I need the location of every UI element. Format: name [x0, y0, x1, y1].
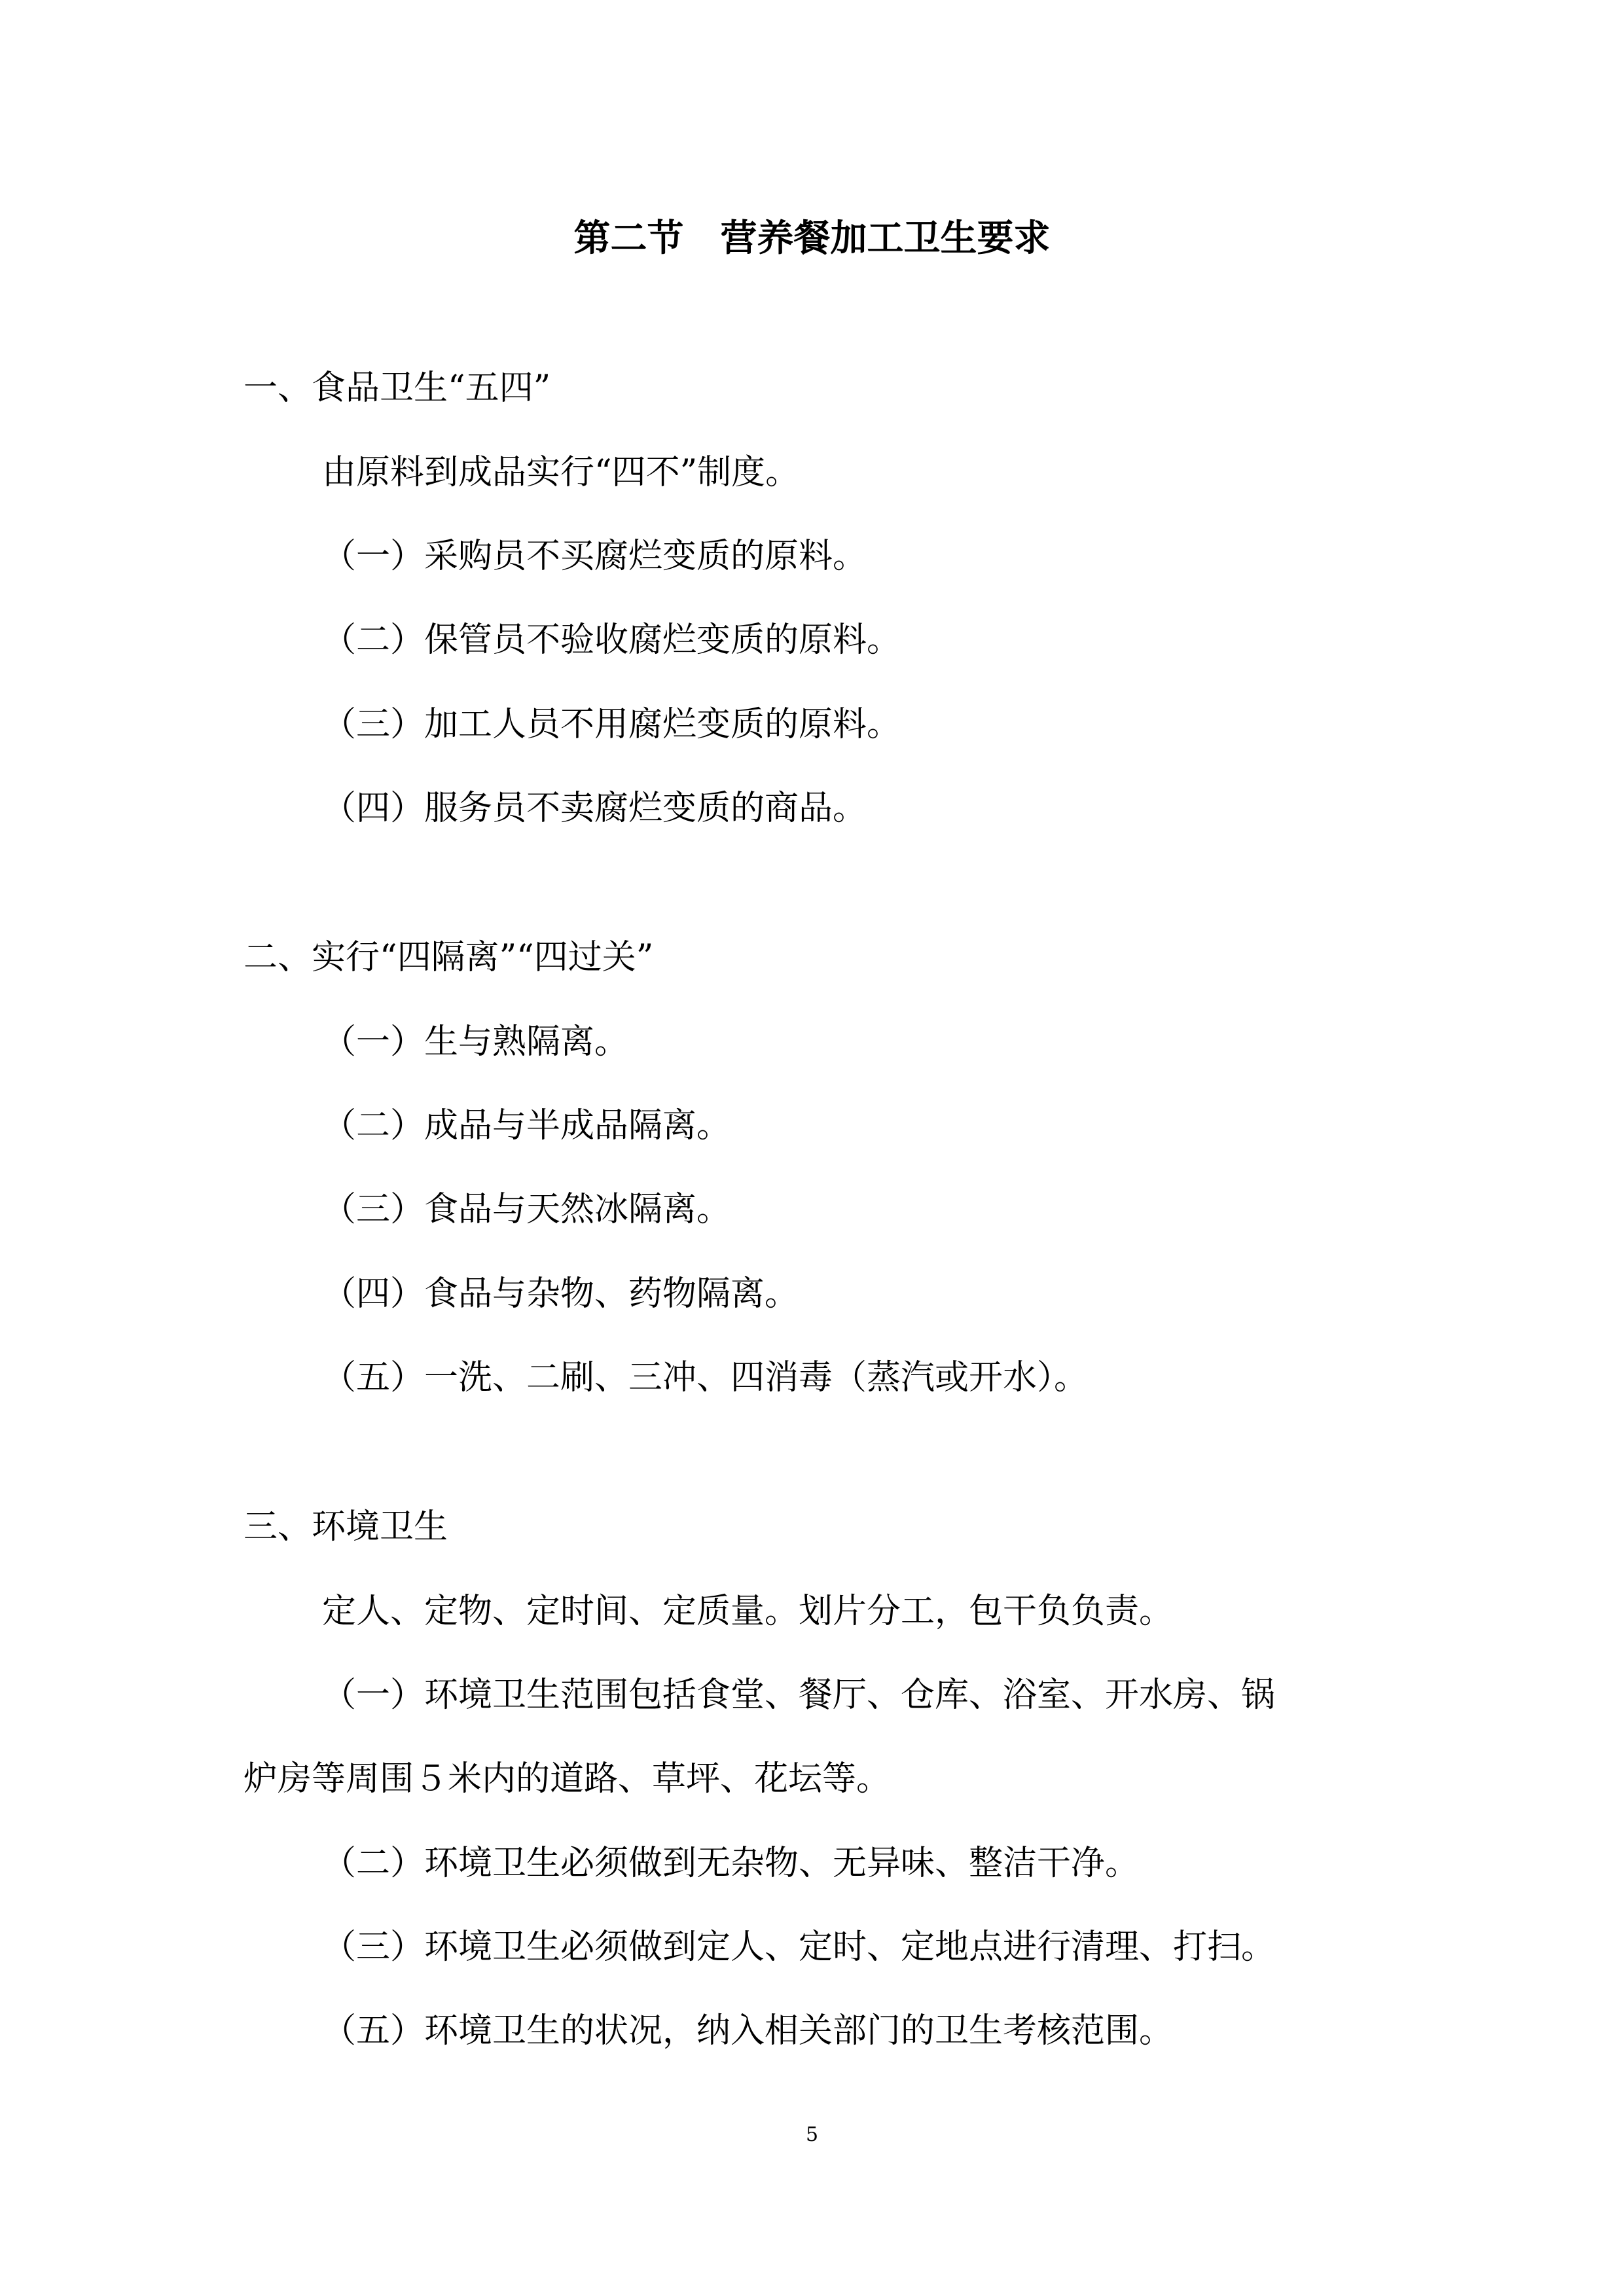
section-2-heading: 二、实行“四隔离”“四过关” — [244, 938, 654, 977]
section-3-paragraph-2-continued: 炉房等周围５米内的道路、草坪、花坛等。 — [244, 1759, 891, 1799]
page-title: 第二节 营养餐加工卫生要求 — [573, 217, 1051, 260]
section-1-heading: 一、食品卫生“五四” — [244, 368, 551, 408]
section-1-paragraph-1: 由原料到成品实行“四不”制度。 — [322, 453, 800, 492]
section-3-paragraph-1: 定人、定物、定时间、定质量。划片分工，包干负负责。 — [322, 1592, 1174, 1631]
section-1-paragraph-4: （三）加工人员不用腐烂变质的原料。 — [322, 705, 901, 744]
section-2-paragraph-2: （二）成品与半成品隔离。 — [322, 1106, 731, 1145]
page-number: 5 — [805, 2123, 819, 2146]
section-1-paragraph-5: （四）服务员不卖腐烂变质的商品。 — [322, 789, 867, 828]
section-3-heading: 三、环境卫生 — [244, 1507, 448, 1547]
section-2-paragraph-3: （三）食品与天然冰隔离。 — [322, 1190, 731, 1229]
section-2-paragraph-5: （五）一洗、二刷、三冲、四消毒（蒸汽或开水）。 — [322, 1358, 1089, 1397]
section-3-paragraph-3: （二）环境卫生必须做到无杂物、无异味、整洁干净。 — [322, 1844, 1140, 1883]
section-3-paragraph-2: （一）环境卫生范围包括食堂、餐厅、仓库、浴室、开水房、锅 — [322, 1676, 1276, 1715]
section-1-paragraph-3: （二）保管员不验收腐烂变质的原料。 — [322, 620, 901, 660]
section-3-paragraph-5: （五）环境卫生的状况，纳入相关部门的卫生考核范围。 — [322, 2011, 1174, 2051]
section-2-paragraph-4: （四）食品与杂物、药物隔离。 — [322, 1274, 799, 1314]
section-3-paragraph-4: （三）环境卫生必须做到定人、定时、定地点进行清理、打扫。 — [322, 1928, 1276, 1967]
section-1-paragraph-2: （一）采购员不买腐烂变质的原料。 — [322, 537, 867, 576]
section-2-paragraph-1: （一）生与熟隔离。 — [322, 1022, 629, 1062]
